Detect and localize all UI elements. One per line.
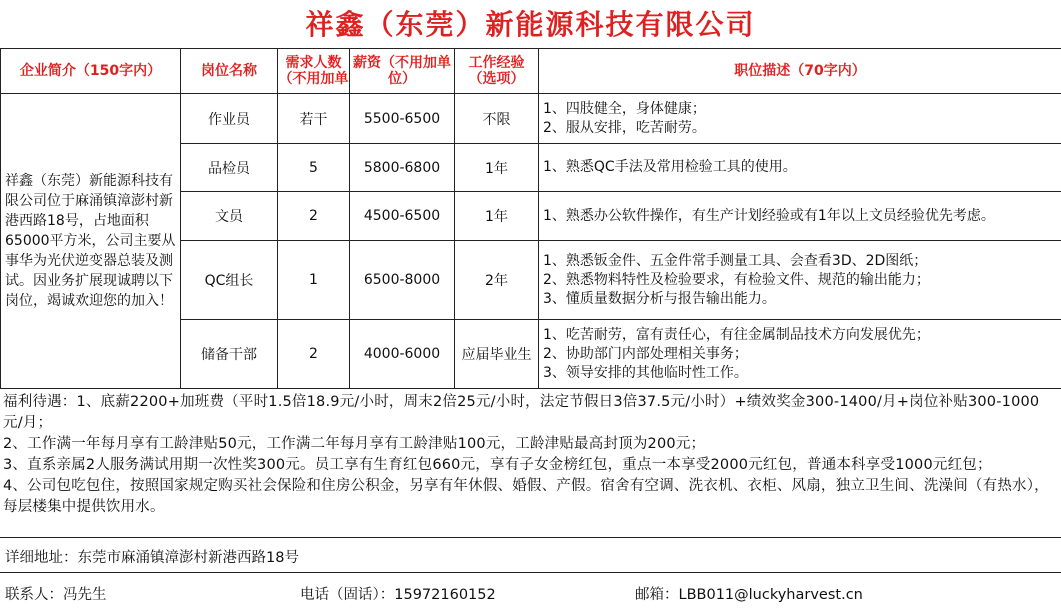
desc-line: 3、懂质量数据分析与报告输出能力。 (543, 290, 776, 307)
desc-line: 3、领导安排的其他临时性工作。 (543, 364, 748, 381)
benefit-line: 2、工作满一年每月享有工龄津贴50元，工作满二年每月享有工龄津贴100元，工龄津贴最高封顶为200元； (3, 436, 706, 452)
job-experience: 1年 (455, 192, 539, 241)
job-position: 品检员 (181, 144, 278, 192)
company-title: 祥鑫（东莞）新能源科技有限公司 (305, 8, 756, 41)
desc-line: 1、熟悉办公软件操作，有生产计划经验或有1年以上文员经验优先考虑。 (543, 207, 995, 224)
job-count: 5 (278, 144, 350, 192)
desc-line: 1、四肢健全，身体健康； (543, 100, 706, 117)
job-description (539, 144, 1061, 192)
job-count: 2 (278, 192, 350, 241)
header-salary: 薪资（不用加单位） (350, 49, 455, 94)
job-salary: 6500-8000 (350, 241, 455, 320)
job-position: 作业员 (181, 94, 278, 144)
job-count: 2 (278, 320, 350, 389)
header-position: 岗位名称 (181, 49, 278, 94)
job-position: QC组长 (181, 241, 278, 320)
benefit-line: 福利待遇：1、底薪2200+加班费（平时1.5倍18.9元/小时，周末2倍25元/小时，法定节假日3倍37.5元/小时）+绩效奖金300-1400/月+岗位补贴300-1000元/月； (3, 394, 1040, 431)
job-salary: 4500-6500 (350, 192, 455, 241)
desc-line: 1、吃苦耐劳，富有责任心，有往金属制品技术方向发展优先； (543, 326, 930, 343)
divider (0, 537, 1061, 538)
job-experience: 应届毕业生 (455, 320, 539, 389)
benefit-line: 4、公司包吃包住，按照国家规定购买社会保险和住房公积金，另享有年休假、婚假、产假。宿舍有空调、洗衣机、衣柜、风扇，独立卫生间、洗澡间（有热水），每层楼集中提供饮用水。 (3, 478, 1049, 515)
company-intro: 祥鑫（东莞）新能源科技有限公司位于麻涌镇漳澎村新港西路18号，占地面积65000平方米，公司主要从事华为光伏逆变器总装及测试。因业务扩展现诚聘以下岗位，竭诚欢迎您的加入！ (1, 94, 181, 389)
job-table (0, 48, 1061, 389)
job-description (539, 320, 1061, 389)
job-description (539, 192, 1061, 241)
job-salary: 5500-6500 (350, 94, 455, 144)
job-count: 若干 (278, 94, 350, 144)
desc-line: 1、熟悉QC手法及常用检验工具的使用。 (543, 159, 797, 175)
phone: 电话（固话）：15972160152 (300, 587, 496, 603)
table-row (1, 94, 1061, 144)
benefit-line: 3、直系亲属2人服务满试用期一次性奖300元。员工享有生育红包660元，享有子女金榜红包，重点一本享受2000元红包，普通本科享受1000元红包； (3, 457, 992, 473)
header-intro: 企业简介（150字内） (1, 49, 181, 94)
desc-line: 2、服从安排，吃苦耐劳。 (543, 119, 706, 136)
header-experience: 工作经验（选项） (455, 49, 539, 94)
address: 详细地址：东莞市麻涌镇漳澎村新港西路18号 (5, 550, 299, 566)
job-salary: 5800-6800 (350, 144, 455, 192)
job-salary: 4000-6000 (350, 320, 455, 389)
header-description: 职位描述（70字内） (539, 49, 1061, 94)
desc-line: 1、熟悉钣金件、五金件常手测量工具、会查看3D、2D图纸； (543, 252, 928, 269)
benefits-section (3, 392, 1058, 518)
job-position: 储备干部 (181, 320, 278, 389)
job-description (539, 241, 1061, 320)
job-experience: 1年 (455, 144, 539, 192)
job-description (539, 94, 1061, 144)
email: 邮箱：LBB011@luckyharvest.cn (635, 587, 863, 603)
job-count: 1 (278, 241, 350, 320)
job-experience: 不限 (455, 94, 539, 144)
divider (0, 572, 1061, 573)
header-count: 需求人数（不用加单 (278, 49, 350, 94)
contact-person: 联系人：冯先生 (5, 587, 107, 603)
table-header-row (1, 49, 1061, 94)
job-position: 文员 (181, 192, 278, 241)
desc-line: 2、协助部门内部处理相关事务； (543, 345, 748, 362)
job-experience: 2年 (455, 241, 539, 320)
desc-line: 2、熟悉物料特性及检验要求，有检验文件、规范的输出能力； (543, 271, 930, 288)
